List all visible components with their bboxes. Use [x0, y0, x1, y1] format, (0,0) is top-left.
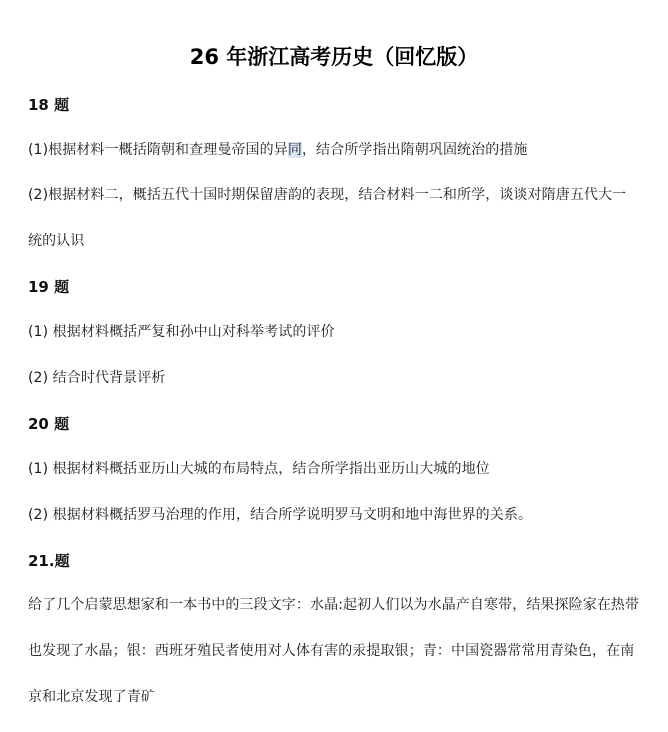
question-19-1: (1) 根据材料概括严复和孙中山对科举考试的评价: [28, 324, 335, 340]
question-20-1: (1) 根据材料概括亚历山大城的布局特点，结合所学指出亚历山大城的地位: [28, 461, 490, 477]
section-heading-20: 20 题: [28, 415, 70, 433]
question-18-1-text-start: (1)根据材料一概括隋朝和查理曼帝国的异: [28, 142, 288, 158]
section-heading-21: 21.题: [28, 552, 70, 570]
section-heading-19: 19 题: [28, 278, 70, 296]
question-18-1-text-end: ，结合所学指出隋朝巩固统治的措施: [301, 142, 528, 158]
question-21-material: 给了几个启蒙思想家和一本书中的三段文字：水晶:起初人们以为水晶产自寒带，结果探险家在热带也发现了水晶；银：西班牙殖民者使用对人体有害的汞提取银；青：中国瓷器常常用青染色，在南京和北京发现了青矿: [28, 597, 640, 705]
text-selection-highlight[interactable]: 同: [287, 142, 302, 158]
section-heading-18: 18 题: [28, 96, 70, 114]
page-title: 26 年浙江高考历史（回忆版）: [189, 45, 479, 69]
question-19-2: (2) 结合时代背景评析: [28, 370, 166, 386]
question-20-2: (2) 根据材料概括罗马治理的作用，结合所学说明罗马文明和地中海世界的关系。: [28, 507, 533, 523]
question-18-1: [28, 139, 640, 161]
question-18-2: (2)根据材料二，概括五代十国时期保留唐韵的表现，结合材料一二和所学，谈谈对隋唐五代大一统的认识: [28, 187, 627, 249]
